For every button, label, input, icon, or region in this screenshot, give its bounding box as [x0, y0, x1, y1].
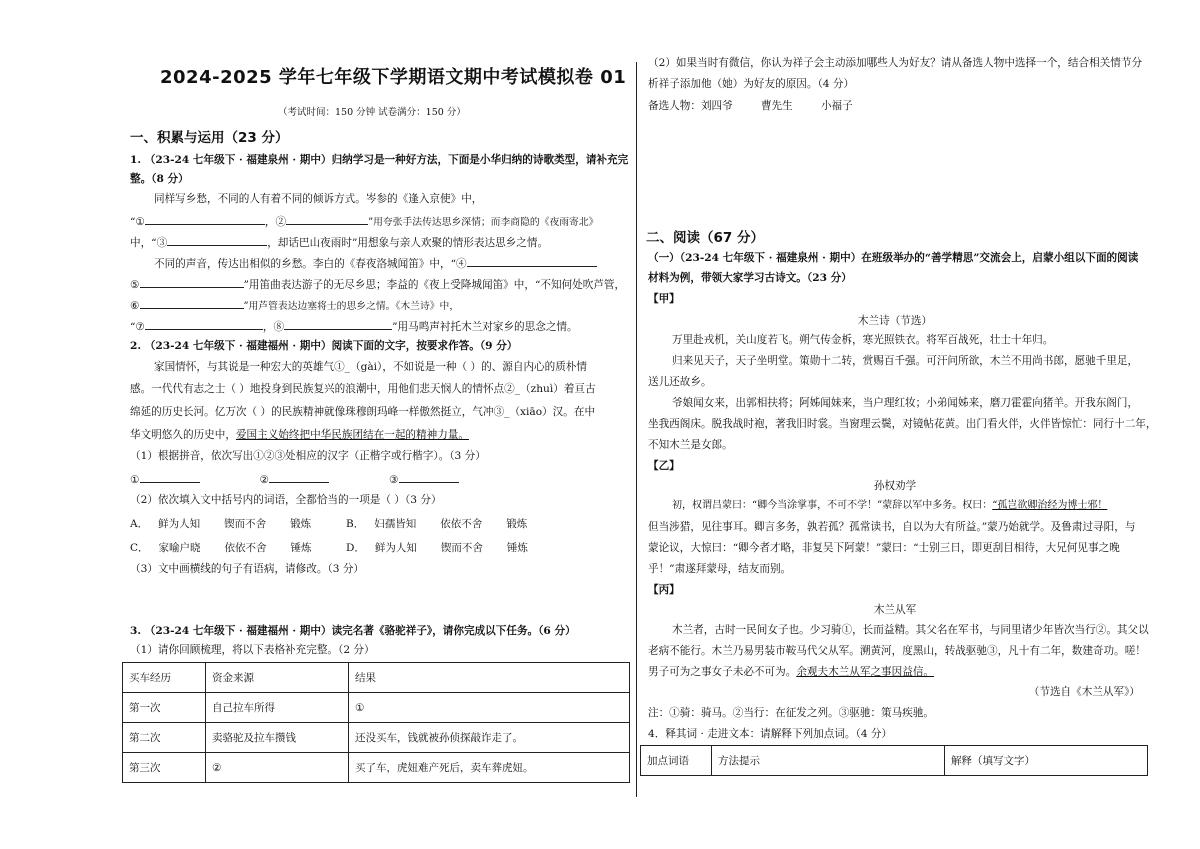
answer-blank-6[interactable] — [140, 297, 244, 309]
task4: 4．释其词 · 走进文本：请解释下列加点词。（4 分） — [648, 728, 893, 740]
option-b[interactable]: B． 妇孺皆知 依依不舍 锻炼 — [346, 518, 528, 530]
answer-blank-8[interactable] — [284, 318, 392, 330]
q2-sub1: （1）根据拼音，依次写出①②③处相应的汉字（正楷字或行楷字）。（3 分） — [130, 450, 486, 462]
q1-line: 同样写乡愁，不同的人有着不同的倾诉方式。岑参的《逢入京使》中， — [154, 193, 483, 205]
table-header: 加点词语 — [641, 746, 712, 776]
table-header: 买车经历 — [123, 663, 206, 693]
option-c[interactable]: C． 家喻户晓 依依不舍 锤炼 — [130, 542, 312, 554]
q1-prompt: 1. （23-24 七年级下 · 福建泉州 · 期中）归纳学习是一种好方法，下面是小华归纳的诗歌类型，请补充完 — [130, 154, 629, 166]
bing-source: （节选自《木兰从军》） — [1028, 686, 1140, 698]
q1-line: 中，“③ ，却话巴山夜雨时”用想象与亲人欢聚的情形表达思乡之情。 — [130, 234, 548, 250]
table-header: 方法提示 — [712, 746, 945, 776]
yi-text: 初，权谓吕蒙曰：“卿今当涂掌事，不可不学！”蒙辞以军中多务。权曰：“孤岂欲卿治经为博士邪！ — [672, 500, 1108, 511]
notes: 注：①骑：骑马。②当行：在征发之列。③驱驰：策马疾驰。 — [648, 707, 935, 719]
table-row — [123, 723, 630, 753]
section1-heading: 一、积累与运用（23 分） — [130, 130, 289, 146]
q3-sub2-cont: 析祥子添加他（她）为好友的原因。（4 分） — [648, 78, 855, 90]
yi-text: 乎！”肃遂拜蒙母，结友而别。 — [648, 563, 792, 575]
pinyin-blank-3[interactable] — [399, 471, 459, 483]
table-cell: 第一次 — [123, 693, 206, 723]
answer-blank-7[interactable] — [145, 318, 263, 330]
table-row — [123, 693, 630, 723]
q2-passage: 感。一代代有志之士（ ）地投身到民族复兴的浪潮中，用他们悲天悯人的情怀点②_（zhuì）着亘古 — [130, 383, 596, 395]
jia-text: 不知木兰是女郎。 — [648, 439, 733, 451]
pinyin-blank-2[interactable] — [269, 471, 329, 483]
bing-text: 老病不能行。木兰乃易男装市鞍马代父从军。溯黄河，度黑山，转战驱驰③，凡十有二年，数建奇功。嗟！ — [648, 645, 1146, 657]
column-divider — [636, 62, 637, 797]
bing-text: 木兰者，古时一民间女子也。少习骑①，长而益精。其父名在军书，与同里诸少年皆次当行②。其父以 — [672, 624, 1149, 636]
page-title: 2024-2025 学年七年级下学期语文期中考试模拟卷 01 — [160, 67, 627, 88]
table-cell[interactable]: ① — [349, 693, 630, 723]
table-cell: 第二次 — [123, 723, 206, 753]
q3-prompt: 3. （23-24 七年级下 · 福建福州 · 期中）读完名著《骆驼祥子》，请你完成以下任务。（6 分） — [130, 625, 576, 637]
label-jia: 【甲】 — [648, 293, 680, 305]
yi-text: 蒙论议，大惊曰：“卿今者才略，非复吴下阿蒙！”蒙曰：“士别三日，即更刮目相待，大兄何见事之晚 — [648, 542, 1120, 554]
q1-line: ⑥ ”用芦管表达边塞将士的思乡之情。《木兰诗》中， — [130, 297, 459, 314]
pinyin-blank-1[interactable] — [140, 471, 200, 483]
q2-prompt: 2. （23-24 七年级下 · 福建福州 · 期中）阅读下面的文字，按要求作答。（9 分） — [130, 340, 518, 352]
table-cell: 还没买车，钱就被孙侦探敲诈走了。 — [349, 723, 630, 753]
label-yi: 【乙】 — [648, 460, 680, 472]
table-cell: 自己拉车所得 — [206, 693, 349, 723]
q3-sub2: （2）如果当时有微信，你认为祥子会主动添加哪些人为好友？请从备选人物中选择一个，结合相关情节分 — [648, 57, 1143, 69]
q1-line: ⑤ ”用笛曲表达游子的无尽乡思；李益的《夜上受降城闻笛》中，“不知何处吹芦管， — [130, 276, 625, 292]
jia-text: 万里赴戎机，关山度若飞。朔气传金柝，寒光照铁衣。将军百战死，壮士十年归。 — [672, 334, 1054, 346]
jia-title: 木兰诗（节选） — [857, 315, 933, 327]
exam-info: （考试时间：150 分钟 试卷满分：150 分） — [278, 107, 466, 118]
answer-blank-1[interactable] — [145, 213, 265, 225]
faulty-sentence: 爱国主义始终把中华民族团结在一起的精神力量。 — [235, 429, 469, 441]
q1-prompt-cont: 整。（8 分） — [130, 173, 189, 185]
answer-blank-4[interactable] — [467, 255, 597, 267]
q1-line: “① ，② ”用夸张手法传达思乡深情；而李商隐的《夜雨寄北》 — [130, 213, 598, 230]
answer-blank-3[interactable] — [167, 234, 267, 246]
option-a[interactable]: A． 鲜为人知 锲而不舍 锻炼 — [130, 518, 312, 530]
table-header-row — [641, 746, 1148, 776]
table-row — [123, 753, 630, 783]
q2-passage: 家国情怀，与其说是一种宏大的英雄气①_（gài），不如说是一种（ ）的、源自内心的质朴情 — [154, 361, 588, 373]
table-cell: 买了车，虎妞难产死后，卖车葬虎妞。 — [349, 753, 630, 783]
option-d[interactable]: D． 鲜为人知 锲而不舍 锤炼 — [346, 542, 528, 554]
yi-title: 孙权劝学 — [873, 480, 917, 492]
q2-passage: 绵延的历史长河。亿万次（ ）的民族精神就像珠穆朗玛峰一样傲然挺立，气冲③_（xiāo）汉。在中 — [130, 406, 596, 418]
jia-text: 坐我西阁床。脱我战时袍，著我旧时裳。当窗理云鬓，对镜帖花黄。出门看火伴，火伴皆惊忙：同行十二年， — [648, 418, 1157, 430]
answer-blank-5[interactable] — [140, 276, 244, 288]
table-cell[interactable]: ② — [206, 753, 349, 783]
label-bing: 【丙】 — [648, 584, 680, 596]
answer-blank-2[interactable] — [286, 213, 368, 225]
q2-sub2: （2）依次填入文中括号内的词语，全都恰当的一项是（ ）（3 分） — [130, 494, 442, 506]
table-header-row — [123, 663, 630, 693]
section2-heading: 二、阅读（67 分） — [646, 230, 764, 246]
table-header: 结果 — [349, 663, 630, 693]
word-table — [640, 745, 1148, 776]
table-header: 资金来源 — [206, 663, 349, 693]
jia-text: 归来见天子，天子坐明堂。策勋十二转，赏赐百千强。可汗问所欲，木兰不用尚书郎，愿驰千里足， — [672, 355, 1139, 367]
table-cell: 卖骆驼及拉车攒钱 — [206, 723, 349, 753]
jia-text: 爷娘闻女来，出郭相扶将；阿姊闻妹来，当户理红妆；小弟闻姊来，磨刀霍霍向猪羊。开我东阁门， — [672, 397, 1139, 409]
q1-line: “⑦ ，⑧ ”用马鸣声衬托木兰对家乡的思念之情。 — [130, 318, 578, 334]
table-cell: 第三次 — [123, 753, 206, 783]
q2-sub3: （3）文中画横线的句子有语病，请修改。（3 分） — [130, 563, 365, 575]
q1-line: 不同的声音，传达出相似的乡愁。李白的《春夜洛城闻笛》中，“④ — [154, 255, 597, 271]
table-header: 解释（填写文字） — [945, 746, 1148, 776]
candidates: 备选人物：刘四爷 曹先生 小福子 — [648, 100, 853, 112]
underlined-sentence: 余观夫木兰从军之事因益信。 — [796, 666, 935, 678]
jia-text: 送儿还故乡。 — [648, 376, 712, 388]
q2-passage: 华文明悠久的历史中，爱国主义始终把中华民族团结在一起的精神力量。 — [130, 429, 469, 441]
bing-title: 木兰从军 — [873, 604, 917, 616]
reading1-prompt: （一）（23-24 七年级下 · 福建泉州 · 期中）在班级举办的“善学精思”交流会上，启蒙小组以下面的阅读 — [648, 252, 1139, 264]
q3-sub1: （1）请你回顾梳理，将以下表格补充完整。（2 分） — [130, 644, 375, 656]
underlined-sentence: “孤岂欲卿治经为博士邪！ — [992, 500, 1108, 511]
xiangzi-table — [122, 662, 630, 783]
bing-text: 男子可为之事女子未必不可为。余观夫木兰从军之事因益信。 — [648, 666, 935, 678]
yi-text: 但当涉猎，见往事耳。卿言多务，孰若孤？孤常读书，自以为大有所益。”蒙乃始就学。及鲁肃过寻阳，与 — [648, 521, 1136, 533]
q2-blanks: ① ② ③ — [130, 471, 459, 487]
reading1-prompt-cont: 材料为例，带领大家学习古诗文。（23 分） — [648, 272, 852, 284]
